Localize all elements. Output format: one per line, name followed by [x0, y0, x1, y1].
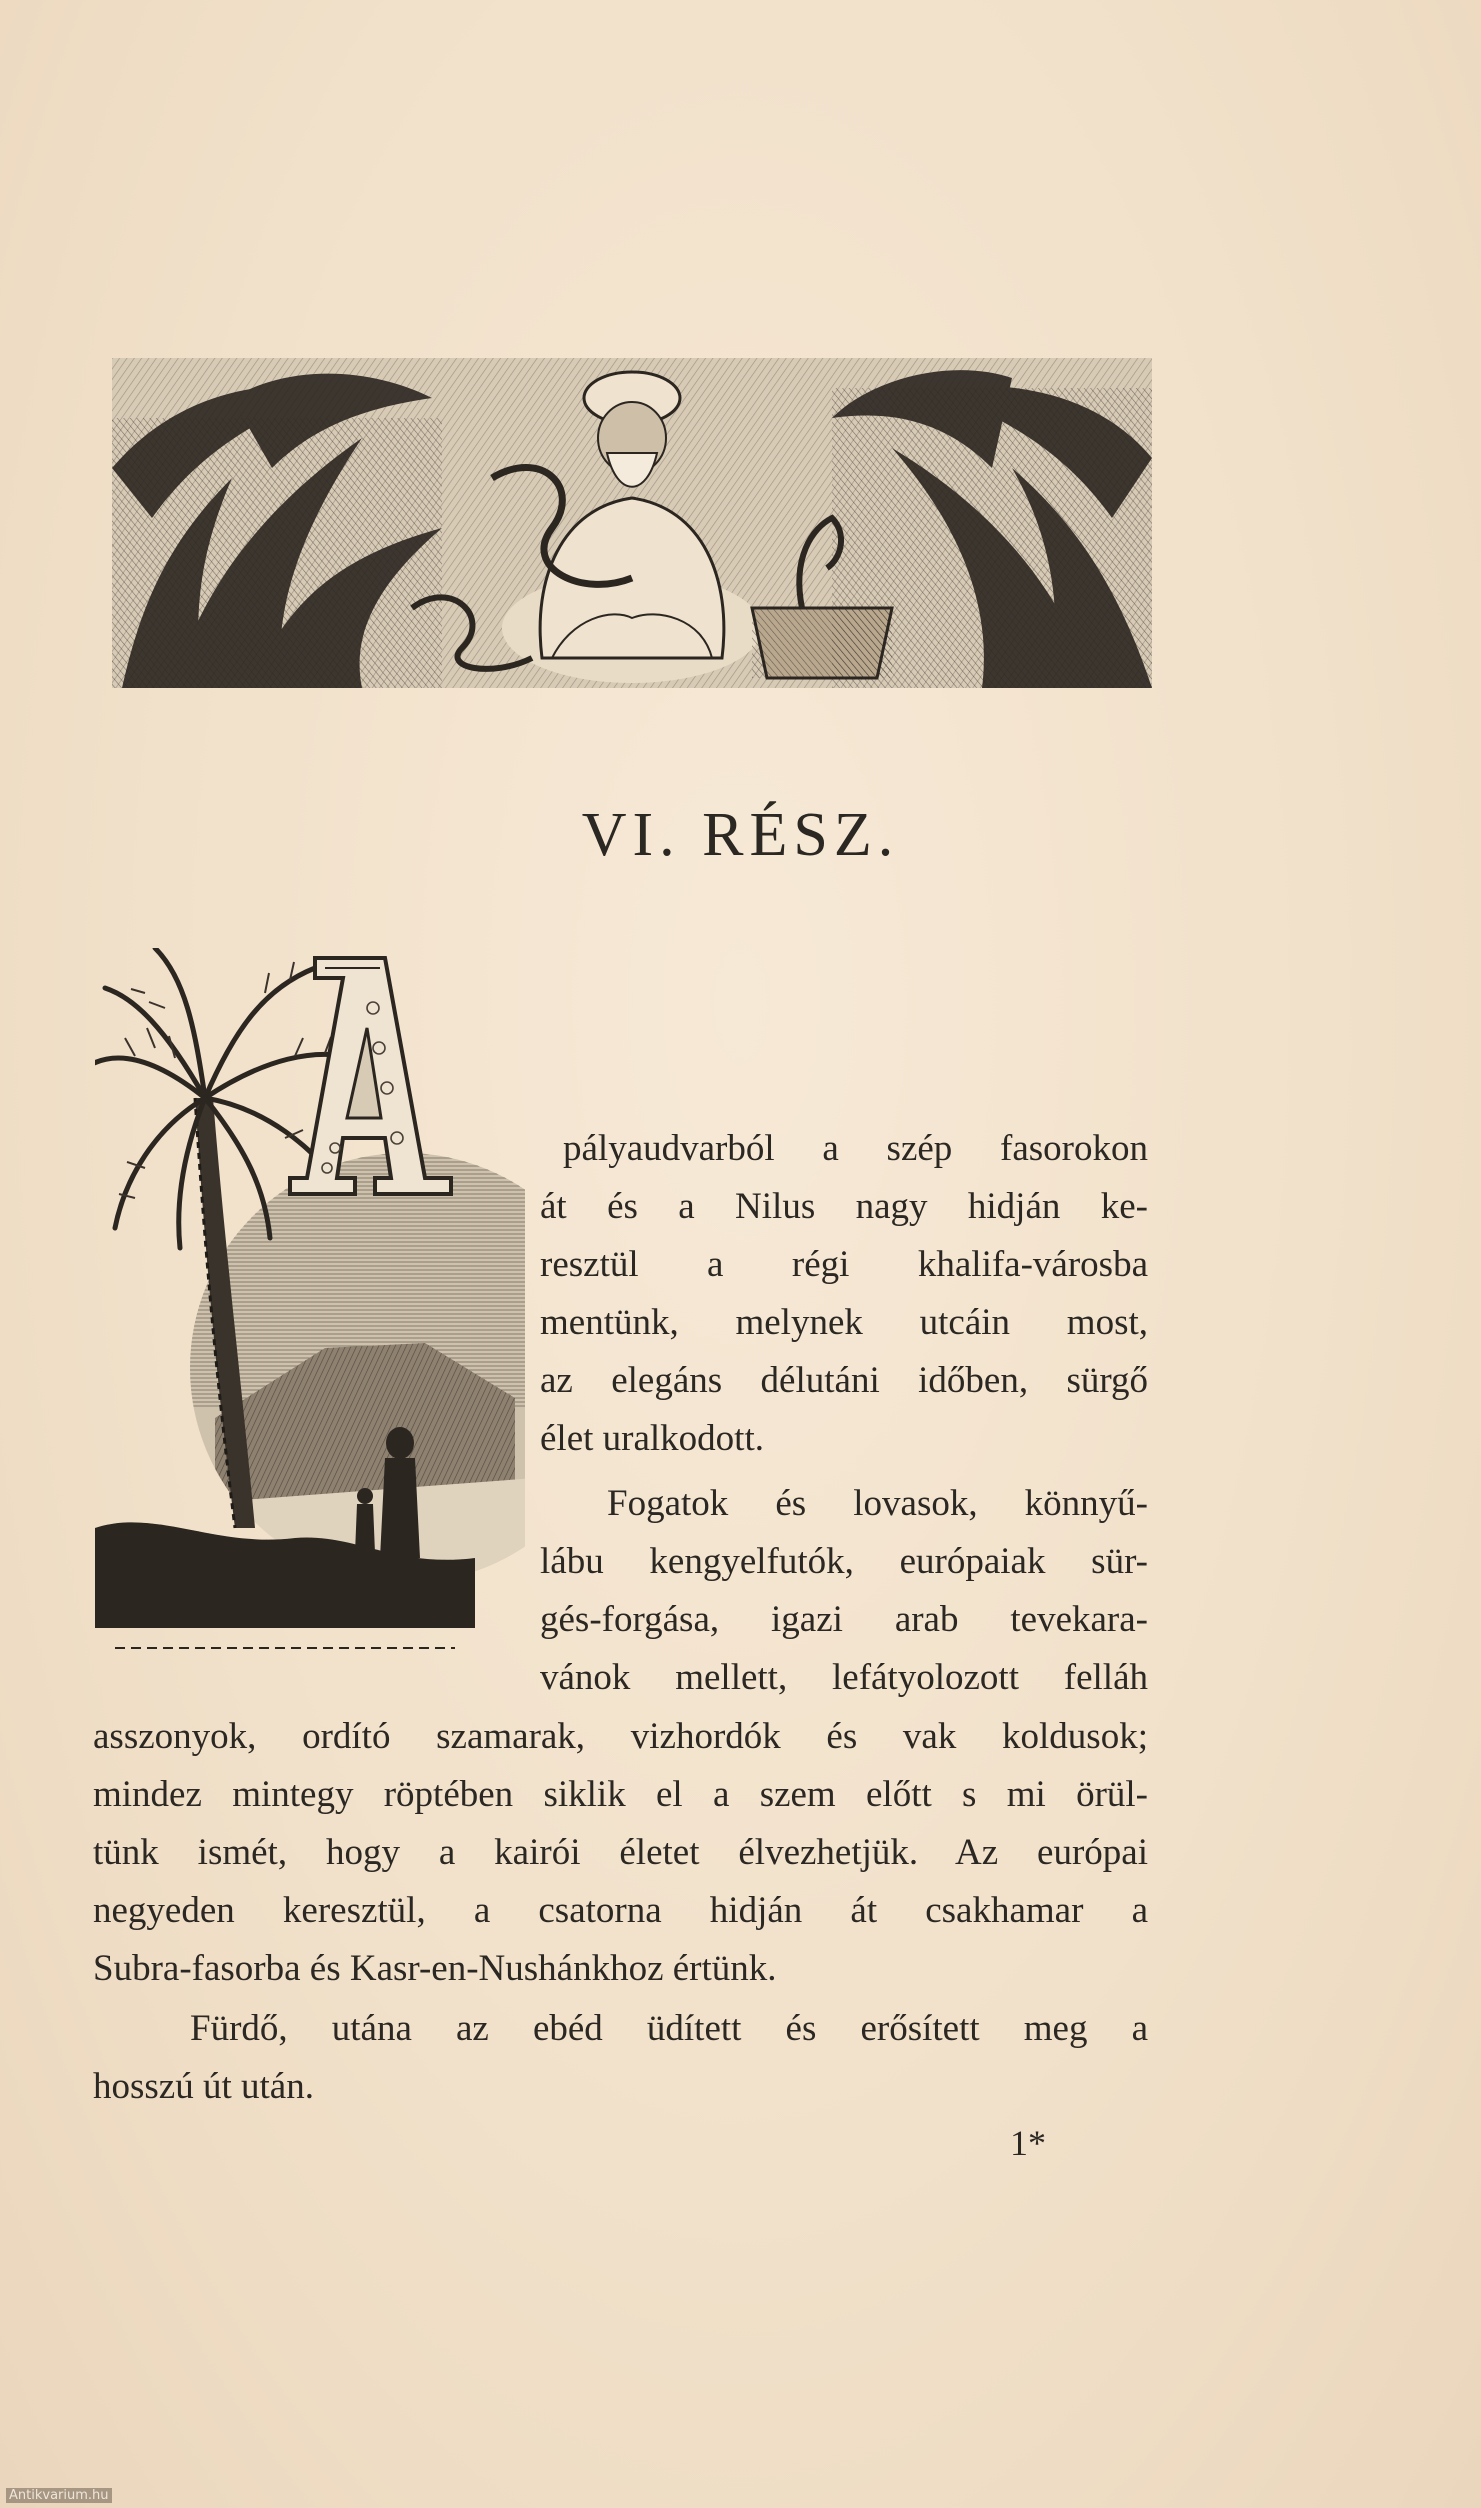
paragraph-1-line-2: át és a Nilus nagy hidján ke- [540, 1186, 1148, 1227]
paragraph-3-line-1: Fürdő, utána az ebéd üdített és erősített meg a [190, 2008, 1148, 2049]
paragraph-1-line-3: resztül a régi khalifa-városba [540, 1244, 1148, 1285]
chapter-title: VI. RÉSZ. [581, 801, 900, 869]
paragraph-2-line-9: Subra-fasorba és Kasr-en-Nushánkhoz értünk. [93, 1948, 777, 1989]
paragraph-2-line-7: tünk ismét, hogy a kairói életet élvezhetjük. Az európai [93, 1832, 1148, 1873]
paragraph-2-line-2: lábu kengyelfutók, európaiak sür- [540, 1541, 1148, 1582]
paragraph-2-line-3: gés-forgása, igazi arab tevekara- [540, 1599, 1148, 1640]
page-number: 1* [1010, 2123, 1046, 2163]
paragraph-3-line-2: hosszú út után. [93, 2066, 314, 2107]
paragraph-2-line-1: Fogatok és lovasok, könnyű- [607, 1483, 1148, 1524]
paragraph-2-line-6: mindez mintegy röptében siklik el a szem előtt s mi örül- [93, 1774, 1148, 1815]
paragraph-2-line-5: asszonyok, ordító szamarak, vizhordók és vak koldusok; [93, 1716, 1148, 1757]
snake-charmer-engraving [112, 358, 1152, 688]
watermark: Antikvarium.hu [6, 2488, 112, 2503]
paragraph-2-line-4: vánok mellett, lefátyolozott felláh [540, 1657, 1148, 1698]
paragraph-2-line-8: negyeden keresztül, a csatorna hidján át csakhamar a [93, 1890, 1148, 1931]
paragraph-1-line-4: mentünk, melynek utcáin most, [540, 1302, 1148, 1343]
paragraph-1-line-6: élet uralkodott. [540, 1418, 764, 1459]
paragraph-1-line-1: pályaudvarból a szép fasorokon [563, 1128, 1148, 1169]
palm-tree-initial-engraving [95, 948, 525, 1693]
paragraph-1-line-5: az elegáns délutáni időben, sürgő [540, 1360, 1148, 1401]
